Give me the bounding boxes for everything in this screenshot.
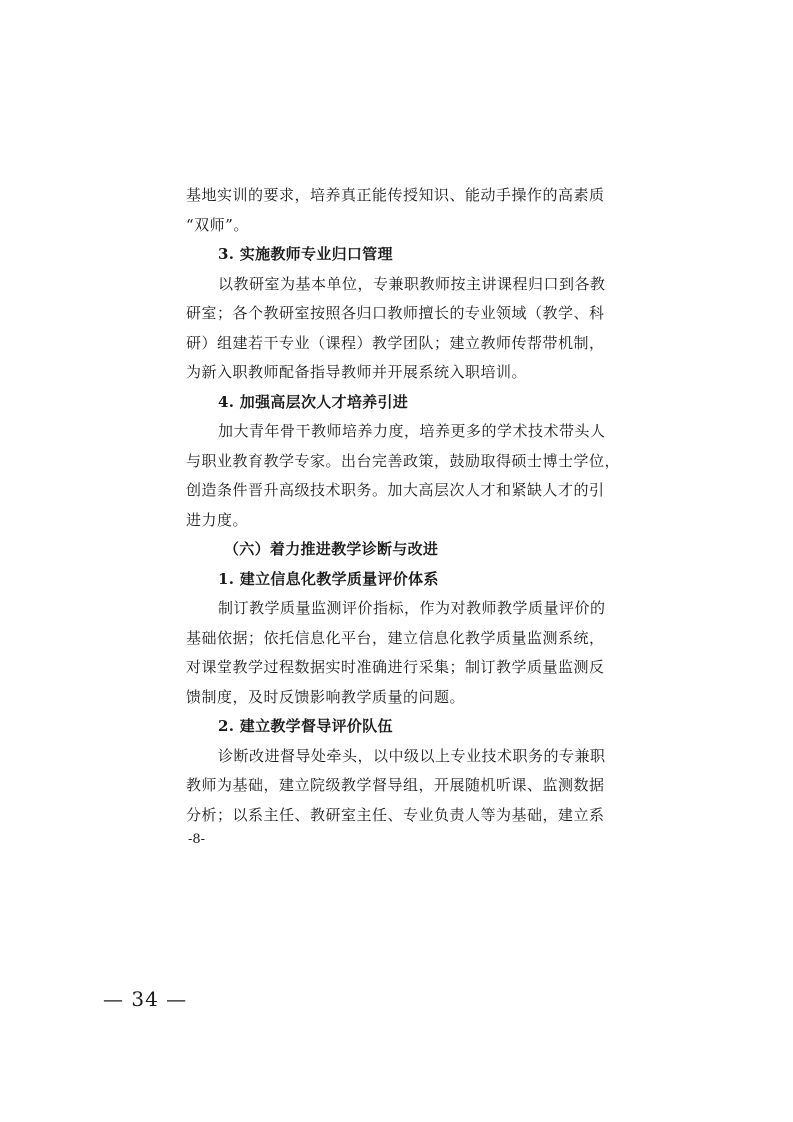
inner-page-number: -8- xyxy=(188,832,206,847)
paragraph-line: 以教研室为基本单位，专兼职教师按主讲课程归口到各教 xyxy=(218,274,606,293)
paragraph-line: 为新入职教师配备指导教师并开展系统入职培训。 xyxy=(186,363,528,381)
paragraph-line: 分析；以系主任、教研室主任、专业负责人等为基础，建立系 xyxy=(186,805,605,824)
paragraph-line: 制订教学质量监测评价指标，作为对教师教学质量评价的 xyxy=(218,599,606,617)
section-heading: 2. 建立教学督导评价队伍 xyxy=(218,717,393,735)
page-number: — 34 — xyxy=(103,987,188,1011)
paragraph-line: 与职业教育教学专家。出台完善政策，鼓励取得硕士博士学位， xyxy=(186,451,621,470)
paragraph-line: 基地实训的要求，培养真正能传授知识、能动手操作的高素质 xyxy=(186,186,605,204)
paragraph-line: 对课堂教学过程数据实时准确进行采集；制订教学质量监测反 xyxy=(186,658,605,676)
chapter-heading: （六）着力推进教学诊断与改进 xyxy=(224,540,439,558)
paragraph-line: 研室；各个教研室按照各归口教师擅长的专业领域（教学、科 xyxy=(186,304,605,322)
section-heading: 1. 建立信息化教学质量评价体系 xyxy=(218,569,439,588)
section-heading: 3. 实施教师专业归口管理 xyxy=(218,245,393,263)
paragraph-line: 教师为基础，建立院级教学督导组，开展随机听课、监测数据 xyxy=(186,776,605,794)
paragraph-line: 研）组建若干专业（课程）教学团队；建立教师传帮带机制， xyxy=(186,333,605,352)
body-text xyxy=(186,181,621,850)
paragraph-line: 馈制度，及时反馈影响教学质量的问题。 xyxy=(186,687,466,706)
section-heading: 4. 加强高层次人才培养引进 xyxy=(218,392,409,411)
paragraph-line: “双师”。 xyxy=(186,215,249,234)
paragraph-line: 诊断改进督导处牵头，以中级以上专业技术职务的专兼职 xyxy=(218,746,606,765)
paragraph-line: 进力度。 xyxy=(186,510,249,529)
paragraph-line: 加大青年骨干教师培养力度，培养更多的学术技术带头人 xyxy=(218,422,606,440)
paragraph-line: 创造条件晋升高级技术职务。加大高层次人才和紧缺人才的引 xyxy=(186,481,605,499)
paragraph-line: 基础依据；依托信息化平台，建立信息化教学质量监测系统， xyxy=(186,628,605,647)
